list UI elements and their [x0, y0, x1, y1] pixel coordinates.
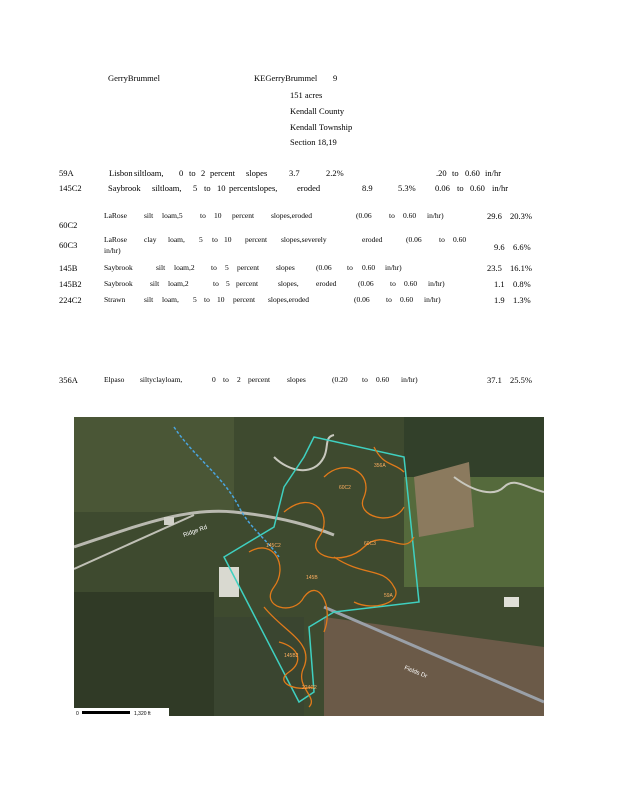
soil-text: in/hr — [492, 183, 509, 193]
soil-unit-label: 356A — [374, 463, 386, 469]
soil-text: in/hr) — [427, 211, 444, 220]
soil-text: percent — [245, 235, 268, 244]
soil-text: (0.20 — [332, 375, 348, 384]
acreage: 151 acres — [290, 90, 323, 100]
soil-text: clay — [144, 235, 157, 244]
soil-code: 59A — [59, 168, 74, 178]
soil-text: 0.60 — [400, 295, 414, 304]
soil-text: to — [204, 183, 211, 193]
soil-text: slopes, — [278, 279, 299, 288]
soil-unit-label: 145B — [306, 575, 318, 581]
soil-text: to — [200, 211, 206, 220]
soil-text: (0.06 — [358, 279, 374, 288]
soil-text: to — [390, 279, 396, 288]
soil-unit-label: 59A — [384, 593, 393, 599]
soil-text: (0.06 — [354, 295, 370, 304]
soil-text: 5 — [225, 263, 229, 272]
soil-text: 5 — [193, 183, 198, 193]
building — [219, 567, 239, 597]
soil-text: eroded — [316, 279, 337, 288]
soil-text: silt — [150, 279, 160, 288]
soil-code: 145B — [59, 263, 78, 273]
soil-text: 5 — [199, 235, 203, 244]
soil-percent: 20.3% — [510, 211, 532, 221]
soil-text: in/hr) — [401, 375, 418, 384]
soil-text: loam, — [168, 235, 185, 244]
soil-text: slopes — [276, 263, 295, 272]
owner-name-right: KEGerryBrummel — [254, 73, 318, 83]
soil-text: 0 — [212, 375, 216, 384]
soil-text: eroded — [297, 183, 321, 193]
soil-code: 145C2 — [59, 183, 82, 193]
soil-text: Lisbon — [109, 168, 133, 178]
soil-text: to — [439, 235, 445, 244]
soil-text: slopes,eroded — [268, 295, 310, 304]
soil-text: 0.60 — [465, 168, 480, 178]
soil-percent: 16.1% — [510, 263, 532, 273]
township: Kendall Township — [290, 122, 353, 132]
soil-text: percent — [233, 295, 256, 304]
soil-text: slopes — [287, 375, 306, 384]
road-label: Fields Dr — [403, 665, 428, 680]
soil-text: Saybrook — [104, 263, 133, 272]
soil-code: 60C3 — [59, 240, 78, 250]
record-number: 9 — [333, 73, 338, 83]
soil-text: slopes — [246, 168, 268, 178]
soil-text: 0.60 — [376, 375, 390, 384]
soil-text: to — [452, 168, 459, 178]
soil-text: (0.06 — [356, 211, 372, 220]
soil-percent: 0.8% — [513, 279, 531, 289]
soil-acres: 8.9 — [362, 183, 373, 193]
soil-unit-label: 145C2 — [266, 543, 281, 549]
soil-text: loam, — [162, 295, 179, 304]
soil-text: to — [457, 183, 464, 193]
soil-text: percent — [237, 263, 260, 272]
soil-text: siltyclayloam, — [140, 375, 183, 384]
soil-text: percent — [232, 211, 255, 220]
soil-text: in/hr) — [385, 263, 402, 272]
field-patch — [74, 592, 214, 716]
soil-text: silt — [144, 295, 154, 304]
soil-text: 0.60 — [362, 263, 376, 272]
building — [504, 597, 519, 607]
soil-text: slopes,eroded — [271, 211, 313, 220]
field-patch — [404, 417, 544, 477]
soil-text: (0.06 — [316, 263, 332, 272]
soil-text: 2 — [237, 375, 241, 384]
building — [164, 517, 174, 525]
soil-unit-label: 60C3 — [364, 541, 376, 547]
soil-text: 0 — [179, 168, 184, 178]
soil-text: 10 — [217, 183, 226, 193]
soil-text: in/hr) — [424, 295, 441, 304]
soil-text: 0.06 — [435, 183, 450, 193]
soil-text: 5 — [193, 295, 197, 304]
soil-text: to — [223, 375, 229, 384]
soil-text: to — [204, 295, 210, 304]
soil-text: to — [212, 235, 218, 244]
scale-label-left: 0 — [76, 711, 79, 716]
soil-text: Saybrook — [104, 279, 133, 288]
soil-text: in/hr) — [104, 246, 121, 255]
soil-acres: 23.5 — [487, 263, 502, 273]
soil-text: Elpaso — [104, 375, 125, 384]
soil-text: .20 — [436, 168, 447, 178]
soil-text: to — [213, 279, 219, 288]
soil-map-aerial — [74, 417, 544, 716]
soil-text: 10 — [224, 235, 232, 244]
soil-text: 0.60 — [453, 235, 467, 244]
soil-code: 356A — [59, 375, 78, 385]
soil-text: 2 — [201, 168, 206, 178]
soil-text: 10 — [217, 295, 225, 304]
soil-text: 10 — [214, 211, 222, 220]
soil-text: 5 — [226, 279, 230, 288]
soil-acres: 1.1 — [494, 279, 505, 289]
soil-code: 224C2 — [59, 295, 82, 305]
soil-unit-label: 224C2 — [302, 685, 317, 691]
soil-text: silt — [144, 211, 154, 220]
scale-label-right: 1,320 ft — [134, 711, 151, 716]
soil-text: (0.06 — [406, 235, 422, 244]
soil-text: 0.60 — [403, 211, 417, 220]
soil-acres: 37.1 — [487, 375, 502, 385]
owner-name: GerryBrummel — [108, 73, 160, 83]
soil-text: percent — [248, 375, 271, 384]
section: Section 18,19 — [290, 137, 337, 147]
soil-text: percent — [210, 168, 236, 178]
soil-text: to — [211, 263, 217, 272]
soil-text: to — [347, 263, 353, 272]
road-label: Ridge Rd — [182, 524, 209, 539]
soil-acres: 29.6 — [487, 211, 502, 221]
soil-percent: 5.3% — [398, 183, 416, 193]
soil-text: percent — [236, 279, 259, 288]
soil-percent: 1.3% — [513, 295, 531, 305]
soil-text: 0.60 — [404, 279, 418, 288]
county: Kendall County — [290, 106, 345, 116]
soil-code: 60C2 — [59, 220, 78, 230]
soil-text: loam,2 — [174, 263, 195, 272]
soil-text: loam,5 — [162, 211, 183, 220]
soil-text: to — [362, 375, 368, 384]
soil-text: LaRose — [104, 211, 127, 220]
soil-text: silt — [156, 263, 166, 272]
soil-acres: 1.9 — [494, 295, 505, 305]
soil-text: percentslopes, — [229, 183, 278, 193]
soil-acres: 3.7 — [289, 168, 300, 178]
soil-text: slopes,severely — [281, 235, 327, 244]
scale-bar — [82, 711, 130, 714]
soil-percent: 2.2% — [326, 168, 344, 178]
soil-text: Saybrook — [108, 183, 141, 193]
soil-text: siltloam, — [134, 168, 164, 178]
soil-text: to — [389, 211, 395, 220]
field-patch — [74, 417, 234, 512]
soil-unit-label: 60C2 — [339, 485, 351, 491]
soil-percent: 6.6% — [513, 242, 531, 252]
soil-text: Strawn — [104, 295, 126, 304]
soil-percent: 25.5% — [510, 375, 532, 385]
soil-text: to — [386, 295, 392, 304]
soil-text: LaRose — [104, 235, 127, 244]
soil-text: loam,2 — [168, 279, 189, 288]
soil-text: 0.60 — [470, 183, 485, 193]
soil-text: in/hr — [485, 168, 502, 178]
soil-code: 145B2 — [59, 279, 82, 289]
soil-text: siltloam, — [152, 183, 182, 193]
soil-text: eroded — [362, 235, 383, 244]
soil-text: in/hr) — [428, 279, 445, 288]
soil-acres: 9.6 — [494, 242, 505, 252]
soil-unit-label: 145B2 — [284, 653, 299, 659]
soil-text: to — [189, 168, 196, 178]
